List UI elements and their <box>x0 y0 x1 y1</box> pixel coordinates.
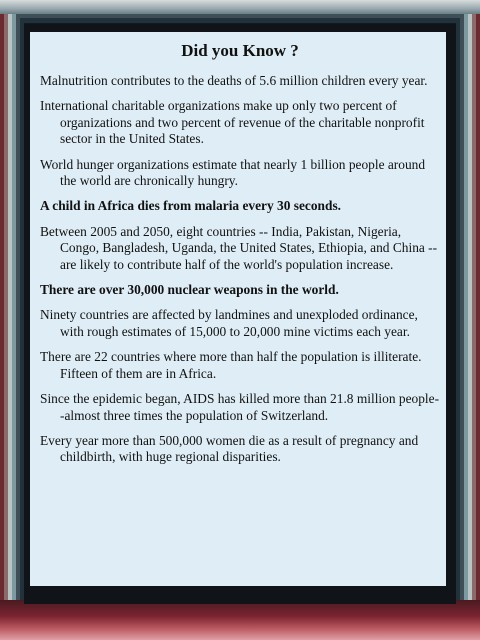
fact-paragraph: Malnutrition contributes to the deaths of 5.6 million children every year. <box>40 73 428 88</box>
frame-bottom-band <box>0 600 480 640</box>
fact-paragraph: Every year more than 500,000 women die as a result of pregnancy and childbirth, with huge regional disparities. <box>40 432 419 465</box>
fact-paragraph: Ninety countries are affected by landmines and unexploded ordinance, with rough estimates of 15,000 to 20,000 mine victims each year. <box>40 307 418 339</box>
fact-paragraph: Between 2005 and 2050, eight countries -- India, Pakistan, Nigeria, Congo, Bangladesh, Uganda, the United States, Ethiopia, and China -- are likely to contribute half of the world's population increase. <box>40 223 438 272</box>
fact-paragraph: World hunger organizations estimate that nearly 1 billion people around the world are chronically hungry. <box>40 156 426 189</box>
fact-paragraph-bold: There are over 30,000 nuclear weapons in the world. <box>40 282 339 298</box>
fact-paragraph: There are 22 countries where more than half the population is illiterate. Fifteen of them are in Africa. <box>40 349 422 381</box>
content-panel <box>30 32 446 586</box>
frame-top-band <box>0 0 480 14</box>
fact-paragraph: International charitable organizations make up only two percent of organizations and two percent of revenue of the charitable nonprofit sector in the United States. <box>40 98 425 147</box>
fact-paragraph: Since the epidemic began, AIDS has killed more than 21.8 million people--almost three times the population of Switzerland. <box>40 391 440 423</box>
fact-paragraph-bold: A child in Africa dies from malaria every 30 seconds. <box>40 198 342 214</box>
page-title: Did you Know ? <box>181 41 299 60</box>
